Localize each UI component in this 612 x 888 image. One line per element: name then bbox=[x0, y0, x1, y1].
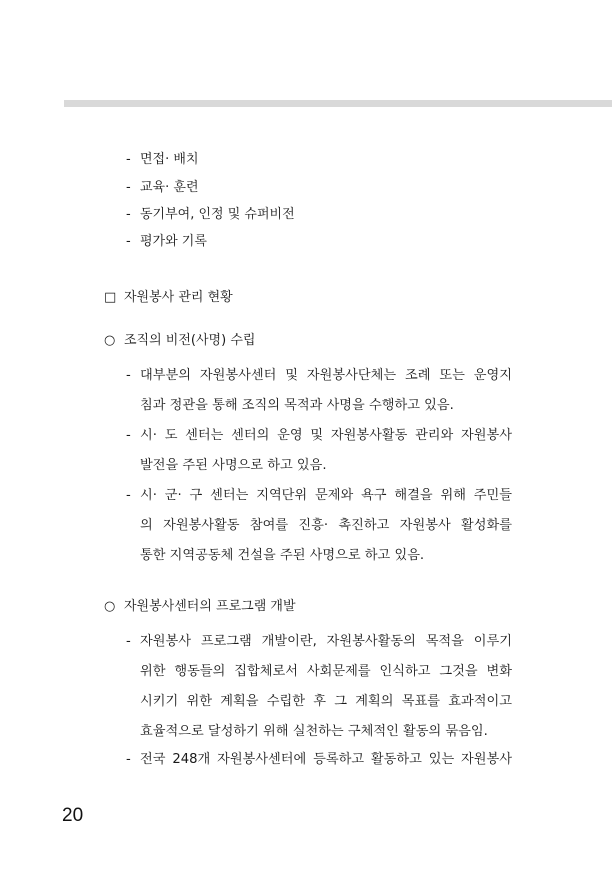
dash-marker: - bbox=[126, 368, 131, 383]
subsection-title: 자원봉사센터의 프로그램 개발 bbox=[124, 599, 296, 614]
subsection-heading bbox=[104, 333, 255, 349]
circle-bullet-icon: ○ bbox=[104, 599, 116, 614]
circle-bullet-icon: ○ bbox=[104, 333, 116, 348]
list-item bbox=[126, 234, 207, 250]
bullet-paragraph bbox=[126, 481, 512, 571]
dash-marker: - bbox=[126, 634, 131, 649]
list-item bbox=[126, 152, 199, 168]
subsection-heading bbox=[104, 599, 296, 615]
paragraph-line: 위한 행동들의 집합체로서 사회문제를 인식하고 그것을 변화 bbox=[140, 664, 512, 679]
paragraph-line: 대부분의 자원봉사센터 및 자원봉사단체는 조례 또는 운영지 bbox=[140, 368, 512, 383]
paragraph-line: 시키기 위한 계획을 수립한 후 그 계획의 목표를 효과적이고 bbox=[140, 694, 512, 709]
dash-marker: - bbox=[126, 207, 131, 222]
section-heading bbox=[104, 290, 233, 306]
list-item-text: 교육· 훈련 bbox=[140, 180, 199, 195]
paragraph-line: 시· 군· 구 센터는 지역단위 문제와 욕구 해결을 위해 주민들 bbox=[140, 488, 512, 503]
bullet-paragraph bbox=[126, 361, 512, 421]
paragraph-line: 통한 지역공동체 건설을 주된 사명으로 하고 있음. bbox=[140, 548, 425, 563]
list-item-text: 면접· 배치 bbox=[140, 152, 199, 167]
dash-marker: - bbox=[126, 752, 131, 767]
paragraph-line: 전국 248개 자원봉사센터에 등록하고 활동하고 있는 자원봉사 bbox=[140, 752, 512, 767]
list-item bbox=[126, 207, 295, 223]
bullet-paragraph bbox=[126, 745, 512, 775]
section-heading-text: 자원봉사 관리 현황 bbox=[124, 290, 233, 305]
subsection-title: 조직의 비전(사명) 수립 bbox=[124, 333, 256, 348]
paragraph-line: 발전을 주된 사명으로 하고 있음. bbox=[140, 458, 327, 473]
square-bullet-icon: □ bbox=[104, 290, 117, 305]
list-item-text: 평가와 기록 bbox=[140, 234, 207, 249]
paragraph-line: 의 자원봉사활동 참여를 진흥· 촉진하고 자원봉사 활성화를 bbox=[140, 518, 512, 533]
dash-marker: - bbox=[126, 488, 131, 503]
dash-marker: - bbox=[126, 152, 131, 167]
list-item-text: 동기부여, 인정 및 슈퍼비전 bbox=[140, 207, 295, 222]
dash-marker: - bbox=[126, 180, 131, 195]
bullet-paragraph bbox=[126, 627, 512, 747]
bullet-paragraph bbox=[126, 421, 512, 481]
list-item bbox=[126, 180, 199, 196]
paragraph-line: 자원봉사 프로그램 개발이란, 자원봉사활동의 목적을 이루기 bbox=[140, 634, 512, 649]
header-rule bbox=[64, 100, 612, 107]
paragraph-line: 시· 도 센터는 센터의 운영 및 자원봉사활동 관리와 자원봉사 bbox=[140, 428, 512, 443]
dash-marker: - bbox=[126, 428, 131, 443]
page-number: 20 bbox=[62, 805, 84, 826]
paragraph-line: 효율적으로 달성하기 위해 실천하는 구체적인 활동의 묶음임. bbox=[140, 724, 488, 739]
dash-marker: - bbox=[126, 234, 131, 249]
paragraph-line: 침과 정관을 통해 조직의 목적과 사명을 수행하고 있음. bbox=[140, 398, 454, 413]
